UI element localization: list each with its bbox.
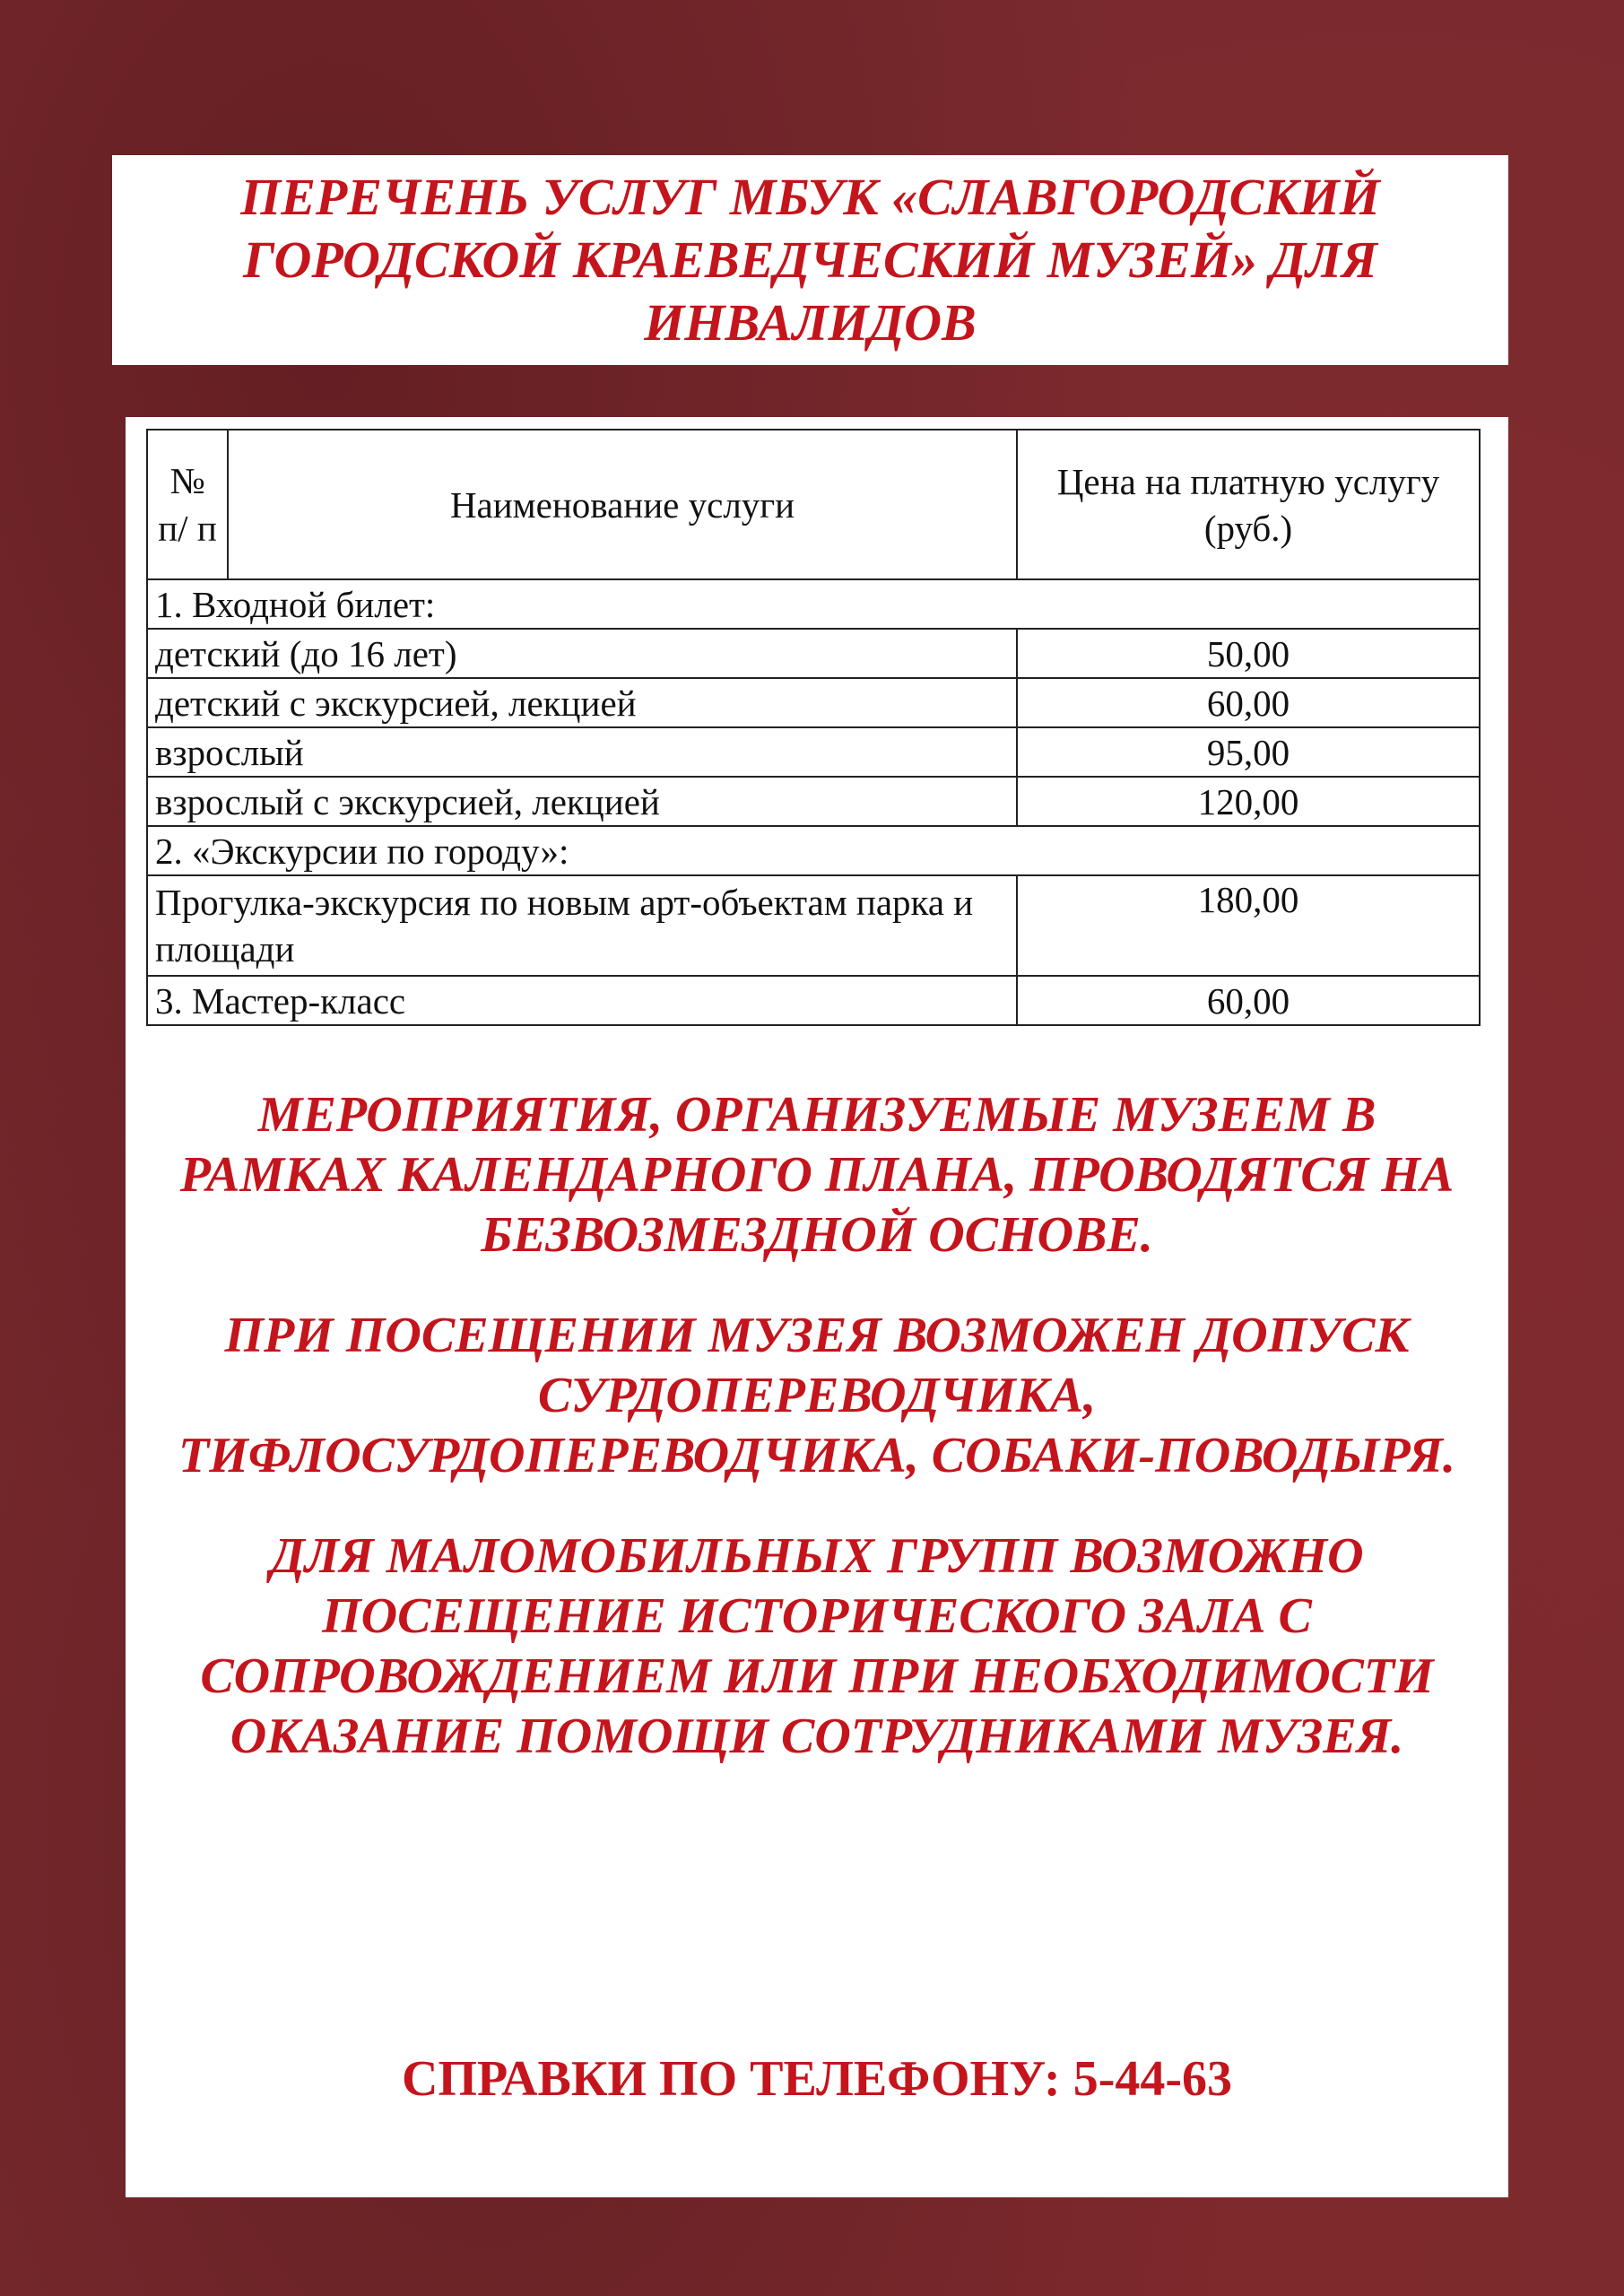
service-name: взрослый: [147, 727, 1017, 777]
table-row: [147, 777, 1480, 826]
service-price: 60,00: [1017, 976, 1480, 1025]
header-service-name: Наименование услуги: [228, 430, 1017, 579]
table-row: [147, 875, 1480, 976]
section-row: [147, 579, 1480, 629]
section-title: 2. «Экскурсии по городу»:: [147, 826, 1480, 875]
table-row: [147, 727, 1480, 777]
table-header-row: [147, 430, 1480, 579]
section-row: [147, 826, 1480, 875]
service-name: 3. Мастер-класс: [147, 976, 1017, 1025]
content-panel: [126, 417, 1508, 2197]
services-price-table: [146, 429, 1481, 1026]
notes-block: [126, 1085, 1508, 1807]
service-name: Прогулка-экскурсия по новым арт-объектам парка и площади: [147, 875, 1017, 976]
service-price: 60,00: [1017, 678, 1480, 727]
contact-label: СПРАВКИ ПО ТЕЛЕФОНУ:: [402, 2051, 1061, 2107]
page-title: ПЕРЕЧЕНЬ УСЛУГ МБУК «СЛАВГОРОДСКИЙ ГОРОДСКОЙ КРАЕВЕДЧЕСКИЙ МУЗЕЙ» ДЛЯ ИНВАЛИДОВ: [240, 168, 1380, 352]
service-price: 180,00: [1017, 875, 1480, 976]
note-free-events: МЕРОПРИЯТИЯ, ОРГАНИЗУЕМЫЕ МУЗЕЕМ В РАМКАХ КАЛЕНДАРНОГО ПЛАНА, ПРОВОДЯТСЯ НА БЕЗВОЗМЕЗДНОЙ ОСНОВЕ.: [179, 1087, 1455, 1263]
table-row: [147, 678, 1480, 727]
section-title: 1. Входной билет:: [147, 579, 1480, 629]
contact-phone: 5-44-63: [1073, 2051, 1232, 2107]
header-price: Цена на платную услугу (руб.): [1017, 430, 1480, 579]
service-name: детский с экскурсией, лекцией: [147, 678, 1017, 727]
service-name: детский (до 16 лет): [147, 629, 1017, 678]
note-interpreter-access: ПРИ ПОСЕЩЕНИИ МУЗЕЯ ВОЗМОЖЕН ДОПУСК СУРДОПЕРЕВОДЧИКА, ТИФЛОСУРДОПЕРЕВОДЧИКА, СОБАКИ-ПОВОДЫРЯ.: [178, 1308, 1455, 1483]
note-limited-mobility: ДЛЯ МАЛОМОБИЛЬНЫХ ГРУПП ВОЗМОЖНО ПОСЕЩЕНИЕ ИСТОРИЧЕСКОГО ЗАЛА С СОПРОВОЖДЕНИЕМ ИЛИ ПРИ НЕОБХОДИМОСТИ ОКАЗАНИЕ ПОМОЩИ СОТРУДНИКАМИ МУЗЕЯ.: [200, 1528, 1434, 1764]
service-price: 95,00: [1017, 727, 1480, 777]
table-row: [147, 976, 1480, 1025]
service-price: 50,00: [1017, 629, 1480, 678]
header-number: № п/ п: [147, 430, 228, 579]
service-name: взрослый с экскурсией, лекцией: [147, 777, 1017, 826]
table-row: [147, 629, 1480, 678]
contact-line: [126, 2049, 1508, 2109]
service-price: 120,00: [1017, 777, 1480, 826]
title-box: [112, 155, 1508, 365]
